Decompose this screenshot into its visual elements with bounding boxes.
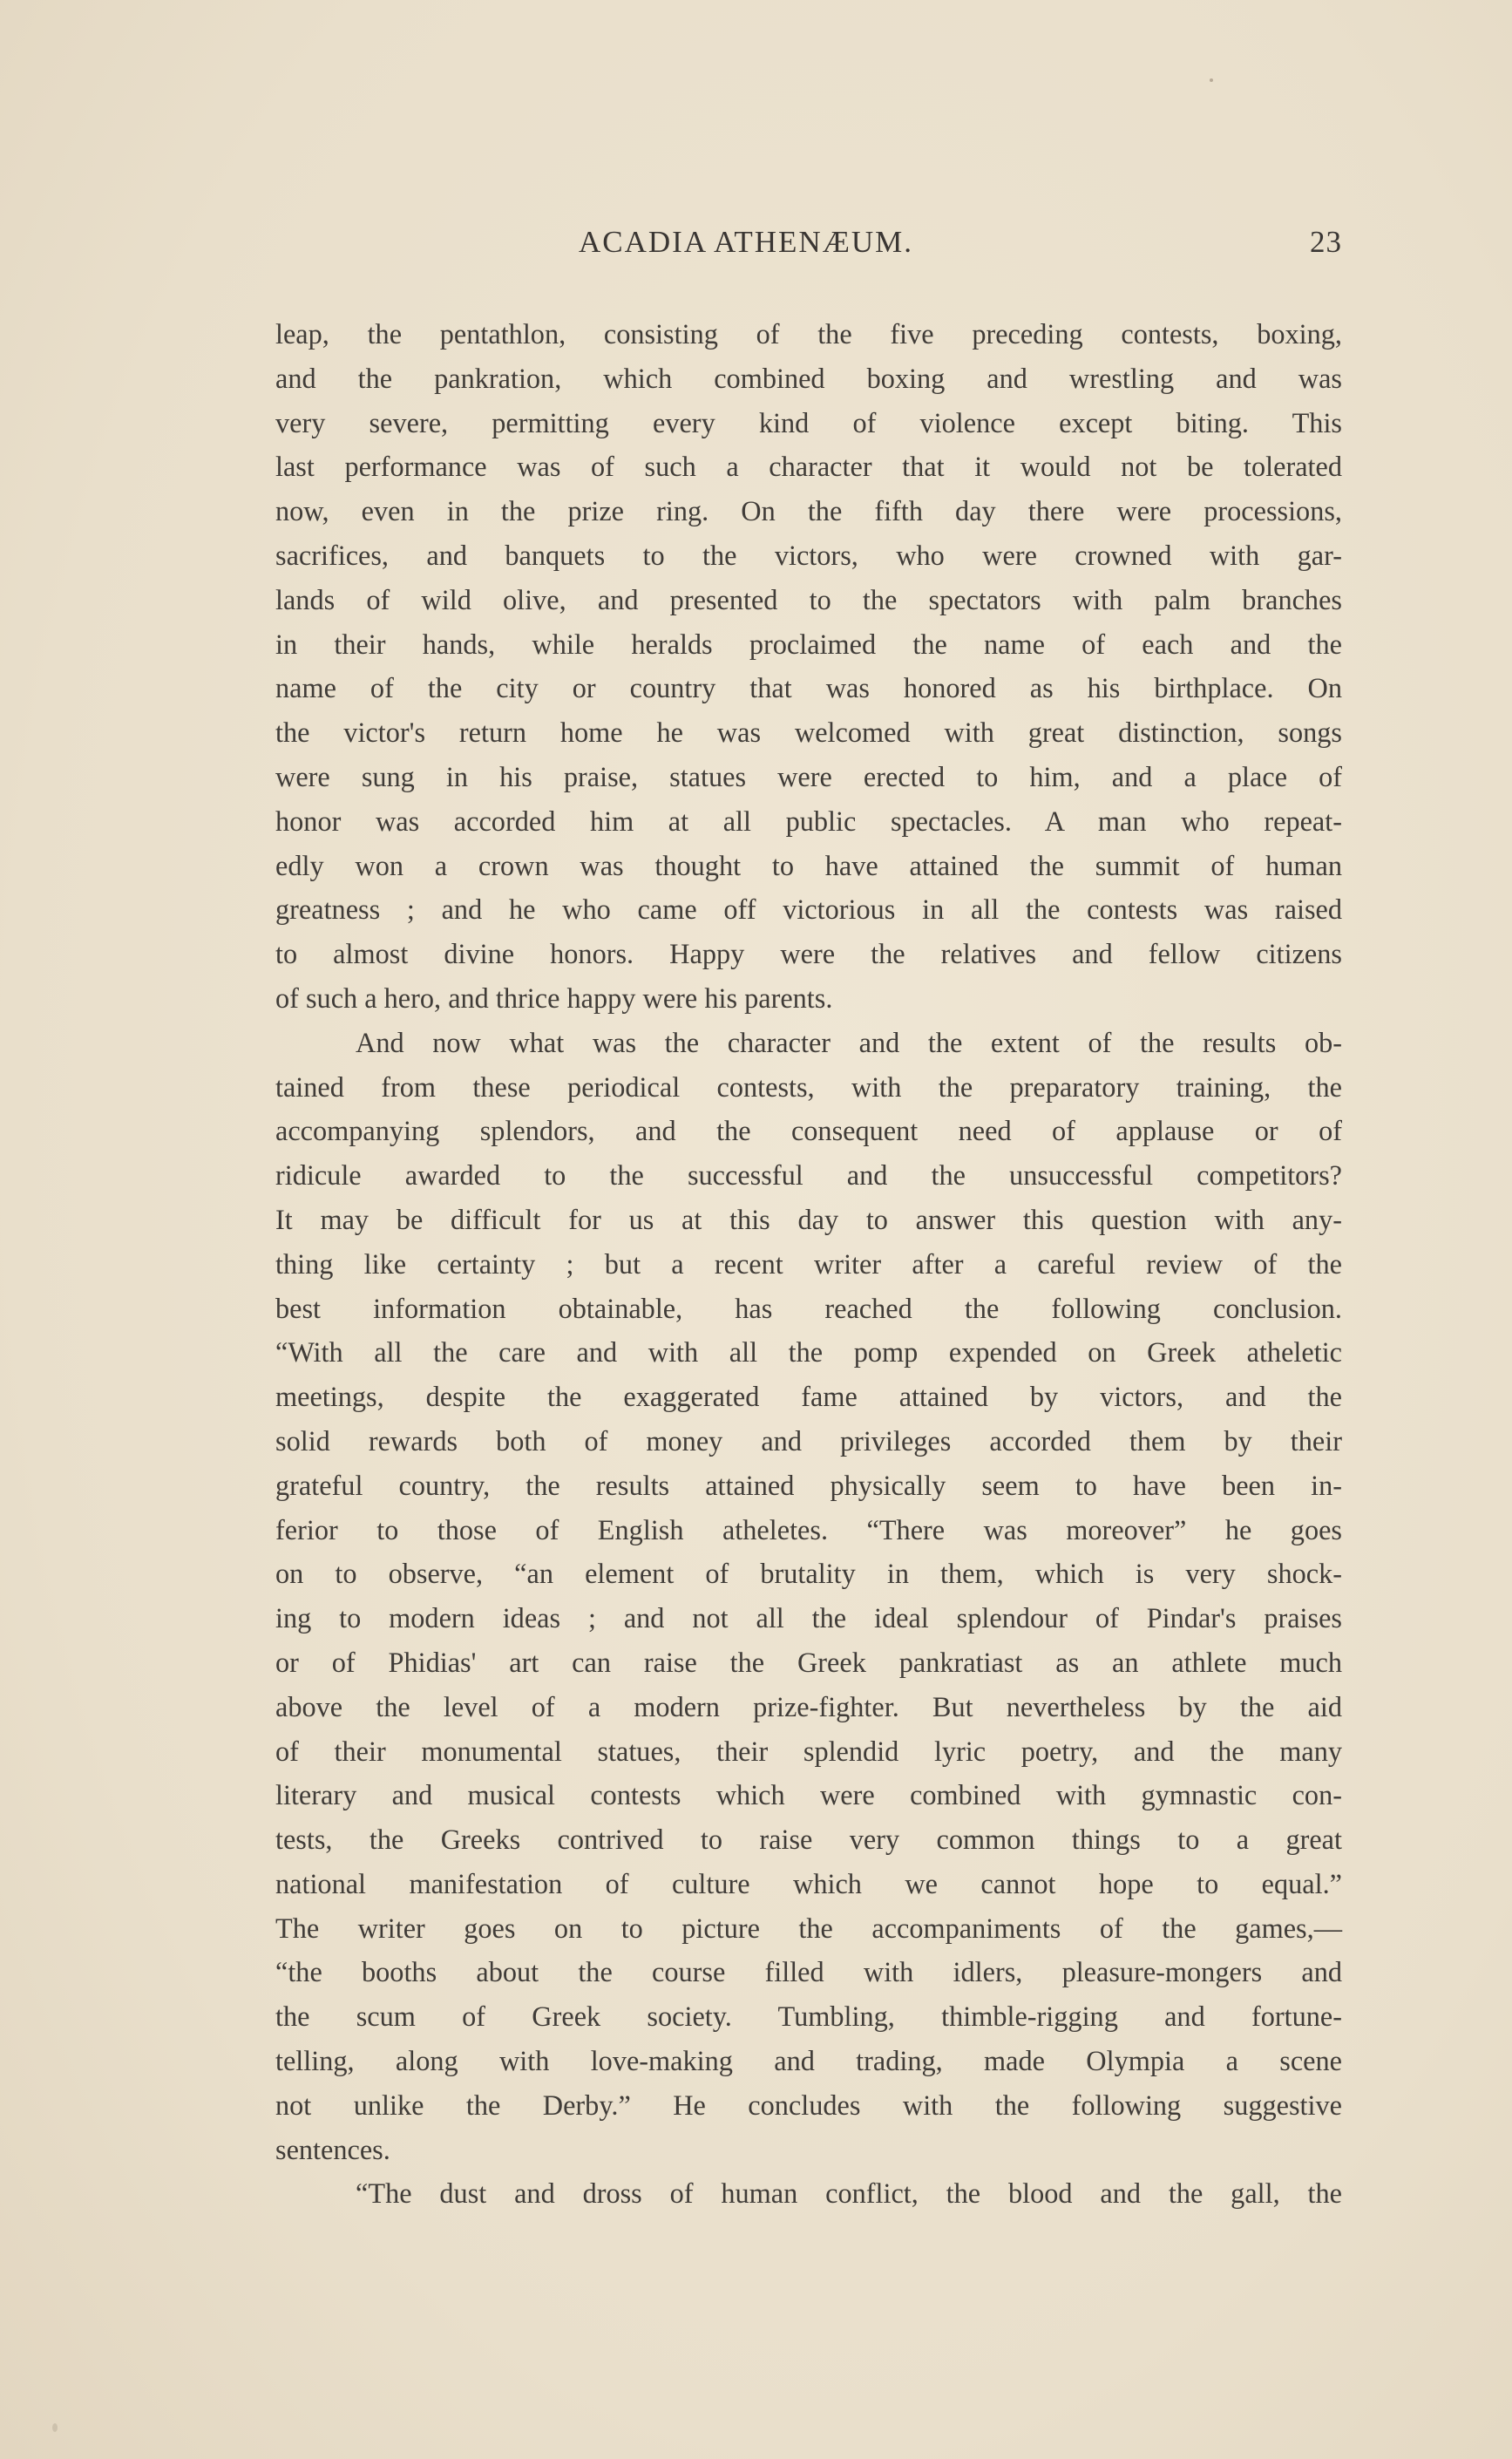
text-line: tests, the Greeks contrived to raise very common things to a great xyxy=(275,1824,1342,1856)
text-line: ing to modern ideas ; and not all the ideal splendour of Pindar's praises xyxy=(275,1602,1342,1634)
text-line: national manifestation of culture which we cannot hope to equal.” xyxy=(275,1867,1342,1899)
text-line: now, even in the prize ring. On the fifth day there were processions, xyxy=(275,495,1342,527)
page-number: 23 xyxy=(1310,225,1342,259)
text-line: grateful country, the results attained physically seem to have been in- xyxy=(275,1469,1342,1501)
text-line: to almost divine honors. Happy were the relatives and fellow citizens xyxy=(275,938,1342,970)
text-line: not unlike the Derby.” He concludes with the following suggestive xyxy=(275,2089,1342,2121)
text-line: literary and musical contests which were combined with gymnastic con- xyxy=(275,1779,1342,1811)
text-line: “With all the care and with all the pomp expended on Greek atheletic xyxy=(275,1336,1342,1369)
text-line: of their monumental statues, their splendid lyric poetry, and the many xyxy=(275,1735,1342,1767)
text-line: last performance was of such a character that it would not be tolerated xyxy=(275,451,1342,483)
journal-title: ACADIA ATHENÆUM. xyxy=(579,225,913,259)
text-line: the scum of Greek society. Tumbling, thimble-rigging and fortune- xyxy=(275,2000,1342,2033)
paper-speck xyxy=(1210,78,1213,82)
text-line: telling, along with love-making and trading, made Olympia a scene xyxy=(275,2045,1342,2077)
text-line: name of the city or country that was honored as his birthplace. On xyxy=(275,672,1342,704)
text-line: solid rewards both of money and privileges accorded them by their xyxy=(275,1424,1342,1457)
text-line: tained from these periodical contests, with the preparatory training, the xyxy=(275,1070,1342,1103)
text-line: The writer goes on to picture the accompaniments of the games,— xyxy=(275,1912,1342,1944)
text-line: sacrifices, and banquets to the victors, who were crowned with gar- xyxy=(275,539,1342,571)
text-line: “the booths about the course filled with idlers, pleasure-mongers and xyxy=(275,1956,1342,1988)
text-line: the victor's return home he was welcomed with great distinction, songs xyxy=(275,717,1342,749)
text-line: meetings, despite the exaggerated fame attained by victors, and the xyxy=(275,1381,1342,1413)
paragraph xyxy=(275,2171,1342,2216)
text-line: or of Phidias' art can raise the Greek pankratiast as an athlete much xyxy=(275,1646,1342,1678)
text-line: It may be difficult for us at this day to answer this question with any- xyxy=(275,1203,1342,1235)
text-line: greatness ; and he who came off victorious in all the contests was raised xyxy=(275,893,1342,926)
paragraph xyxy=(275,1021,1342,2172)
article-body xyxy=(275,312,1342,2216)
text-line: “The dust and dross of human conflict, the blood and the gall, the xyxy=(356,2177,1342,2210)
paragraph xyxy=(275,312,1342,1021)
text-line: And now what was the character and the extent of the results ob- xyxy=(356,1026,1342,1058)
text-line: above the level of a modern prize-fighter. But nevertheless by the aid xyxy=(275,1690,1342,1722)
text-line: best information obtainable, has reached the following conclusion. xyxy=(275,1292,1342,1324)
text-line: leap, the pentathlon, consisting of the five preceding contests, boxing, xyxy=(275,318,1342,350)
text-line: lands of wild olive, and presented to the spectators with palm branches xyxy=(275,583,1342,615)
text-line: in their hands, while heralds proclaimed the name of each and the xyxy=(275,628,1342,660)
paper-speck xyxy=(52,2423,58,2432)
text-line: edly won a crown was thought to have attained the summit of human xyxy=(275,849,1342,881)
text-line: very severe, permitting every kind of violence except biting. This xyxy=(275,406,1342,438)
text-line: ferior to those of English atheletes. “There was moreover” he goes xyxy=(275,1513,1342,1545)
text-line: sentences. xyxy=(275,2133,390,2165)
text-line: ridicule awarded to the successful and the unsuccessful competitors? xyxy=(275,1159,1342,1192)
text-line: of such a hero, and thrice happy were his parents. xyxy=(275,982,833,1014)
text-line: on to observe, “an element of brutality in them, which is very shock- xyxy=(275,1558,1342,1590)
text-line: thing like certainty ; but a recent writer after a careful review of the xyxy=(275,1247,1342,1280)
running-header xyxy=(275,225,1342,260)
text-line: were sung in his praise, statues were erected to him, and a place of xyxy=(275,760,1342,792)
text-line: accompanying splendors, and the consequent need of applause or of xyxy=(275,1115,1342,1147)
text-line: honor was accorded him at all public spectacles. A man who repeat- xyxy=(275,805,1342,837)
text-line: and the pankration, which combined boxing and wrestling and was xyxy=(275,362,1342,394)
